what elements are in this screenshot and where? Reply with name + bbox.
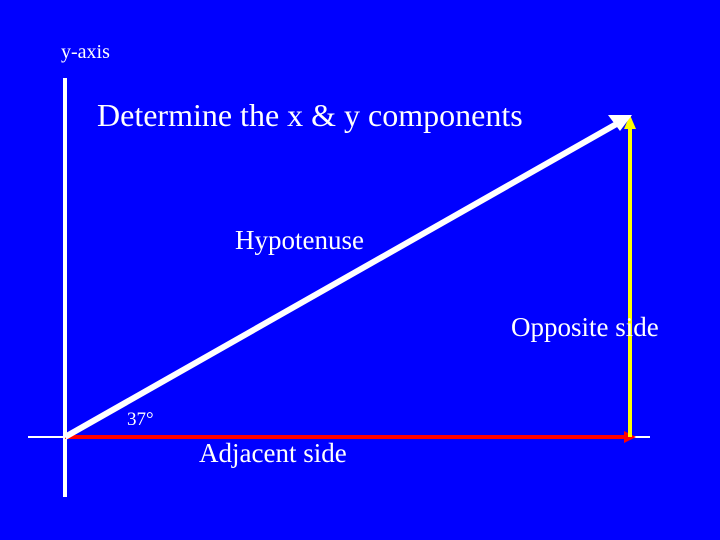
adjacent-side-label: Adjacent side (199, 438, 347, 468)
opposite-side-label: Opposite side (511, 312, 659, 342)
hypotenuse-label: Hypotenuse (235, 225, 364, 255)
y-axis-label: y-axis (61, 41, 110, 63)
hypotenuse-vector (65, 122, 620, 437)
angle-label: 37° (127, 409, 154, 430)
page-title: Determine the x & y components (97, 97, 523, 133)
